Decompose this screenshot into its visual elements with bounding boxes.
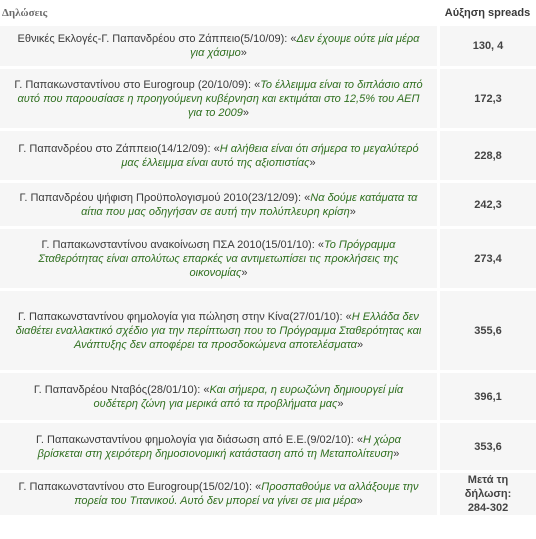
open-quote: « — [345, 310, 352, 323]
spread-value: 396,1 — [437, 373, 536, 423]
spread-value: 172,3 — [437, 69, 536, 131]
table-header — [0, 0, 536, 26]
table-row — [0, 423, 536, 473]
quote-text: Δεν έχουμε ούτε μία μέρα για χάσιμο — [190, 33, 420, 59]
table-row — [0, 473, 536, 518]
open-quote: « — [213, 142, 220, 155]
open-quote: « — [203, 383, 210, 396]
spread-value: 284-302 — [467, 502, 509, 514]
spread-value-cell — [437, 473, 536, 518]
statement-cell — [0, 473, 437, 518]
speaker-text: Γ. Παπανδρέου στο Ζάππειο(14/12/09): — [18, 142, 214, 155]
statement-cell — [0, 131, 437, 183]
statement-cell — [0, 423, 437, 473]
statement-cell — [0, 291, 437, 373]
open-quote: « — [255, 481, 262, 493]
open-quote: « — [356, 433, 363, 446]
table-row — [0, 26, 536, 69]
statement-cell — [0, 26, 437, 69]
quote-text: Η χώρα βρίσκεται στη χειρότερη δημοσιονομική κατάσταση από τη Μεταπολίτευση — [37, 433, 401, 460]
close-quote: » — [242, 106, 249, 119]
close-quote: » — [309, 156, 316, 169]
column-header-statements: Δηλώσεις — [2, 7, 48, 19]
close-quote: » — [241, 266, 248, 279]
quote-text: Η αλήθεια είναι ότι σήμερα το μεγαλύτερό μας έλλειμμα είναι αυτό της αξιοπιστίας — [121, 142, 419, 169]
speaker-text: Γ. Παπακωνσταντίνου φημολογία για πώληση στην Κίνα(27/01/10): — [18, 310, 346, 323]
quote-text: Και σήμερα, η ευρωζώνη δημιουργεί μία ουδέτερη ζώνη για μερικά από τα προβλήματα μας — [93, 383, 404, 410]
spread-value: 355,6 — [437, 291, 536, 373]
close-quote: » — [337, 397, 344, 410]
quote-text: Το έλλειμμα είναι το διπλάσιο από αυτό που παρουσίασε η προηγούμενη κυβέρνηση και εκτιμάται στο 12,5% του ΑΕΠ για το 2009 — [17, 78, 423, 119]
speaker-text: Γ. Παπανδρέου ψήφιση Προϋπολογισμού 2010(23/12/09): — [19, 191, 305, 204]
speaker-text: Γ. Παπακωνσταντίνου ανακοίνωση ΠΣΑ 2010(15/01/10): — [41, 238, 318, 251]
table-row — [0, 183, 536, 229]
open-quote: « — [317, 238, 324, 251]
speaker-text: Γ. Παπανδρέου Νταβός(28/01/10): — [33, 383, 204, 396]
close-quote: » — [240, 47, 247, 59]
column-header-spreads: Αύξηση spreads — [444, 7, 531, 19]
table-row — [0, 373, 536, 423]
close-quote: » — [393, 447, 400, 460]
table-row — [0, 291, 536, 373]
table-row — [0, 131, 536, 183]
quote-text: Προσπαθούμε να αλλάξουμε την πορεία του Τιτανικού. Αυτό δεν μπορεί να γίνει σε μια μέρα — [74, 481, 419, 507]
open-quote: « — [290, 33, 297, 45]
open-quote: « — [304, 191, 311, 204]
statement-cell — [0, 69, 437, 131]
spread-value: 228,8 — [437, 131, 536, 183]
speaker-text: Γ. Παπακωνσταντίνου στο Eurogroup(15/02/10): — [18, 481, 256, 493]
quote-text: Το Πρόγραμμα Σταθερότητας είναι απολύτως επαρκές να αντιμετωπίσει τις προκλήσεις της οικονομίας — [38, 238, 399, 279]
table-row — [0, 69, 536, 131]
close-quote: » — [356, 495, 363, 507]
open-quote: « — [254, 78, 261, 91]
speaker-text: Εθνικές Εκλογές-Γ. Παπανδρέου στο Ζάππειο(5/10/09): — [17, 33, 291, 45]
close-quote: » — [356, 338, 364, 351]
table-row — [0, 229, 536, 291]
spread-value: 353,6 — [437, 423, 536, 473]
quote-text: Να δούμε κατάματα τα αίτια που μας οδηγήσαν σε αυτή την πολύπλευρη κρίση — [81, 191, 418, 218]
quote-text: Η Ελλάδα δεν διαθέτει εναλλακτικό σχέδιο για την περίπτωση που το Πρόγραμμα Σταθερότητας και Ανάπτυξης δεν αποφέρει τα προσδοκώμενα αποτελέσματα — [15, 310, 422, 351]
statement-cell — [0, 373, 437, 423]
spread-value: 130, 4 — [437, 26, 536, 69]
close-quote: » — [349, 205, 356, 218]
speaker-text: Γ. Παπακωνσταντίνου φημολογία για διάσωση από Ε.Ε.(9/02/10): — [36, 433, 357, 446]
speaker-text: Γ. Παπακωνσταντίνου στο Eurogroup (20/10/09): — [14, 78, 255, 91]
spread-value: 273,4 — [437, 229, 536, 291]
statement-cell — [0, 229, 437, 291]
spread-value: 242,3 — [437, 183, 536, 229]
statement-cell — [0, 183, 437, 229]
spread-value-label: Μετά τη δήλωση: — [464, 474, 512, 500]
